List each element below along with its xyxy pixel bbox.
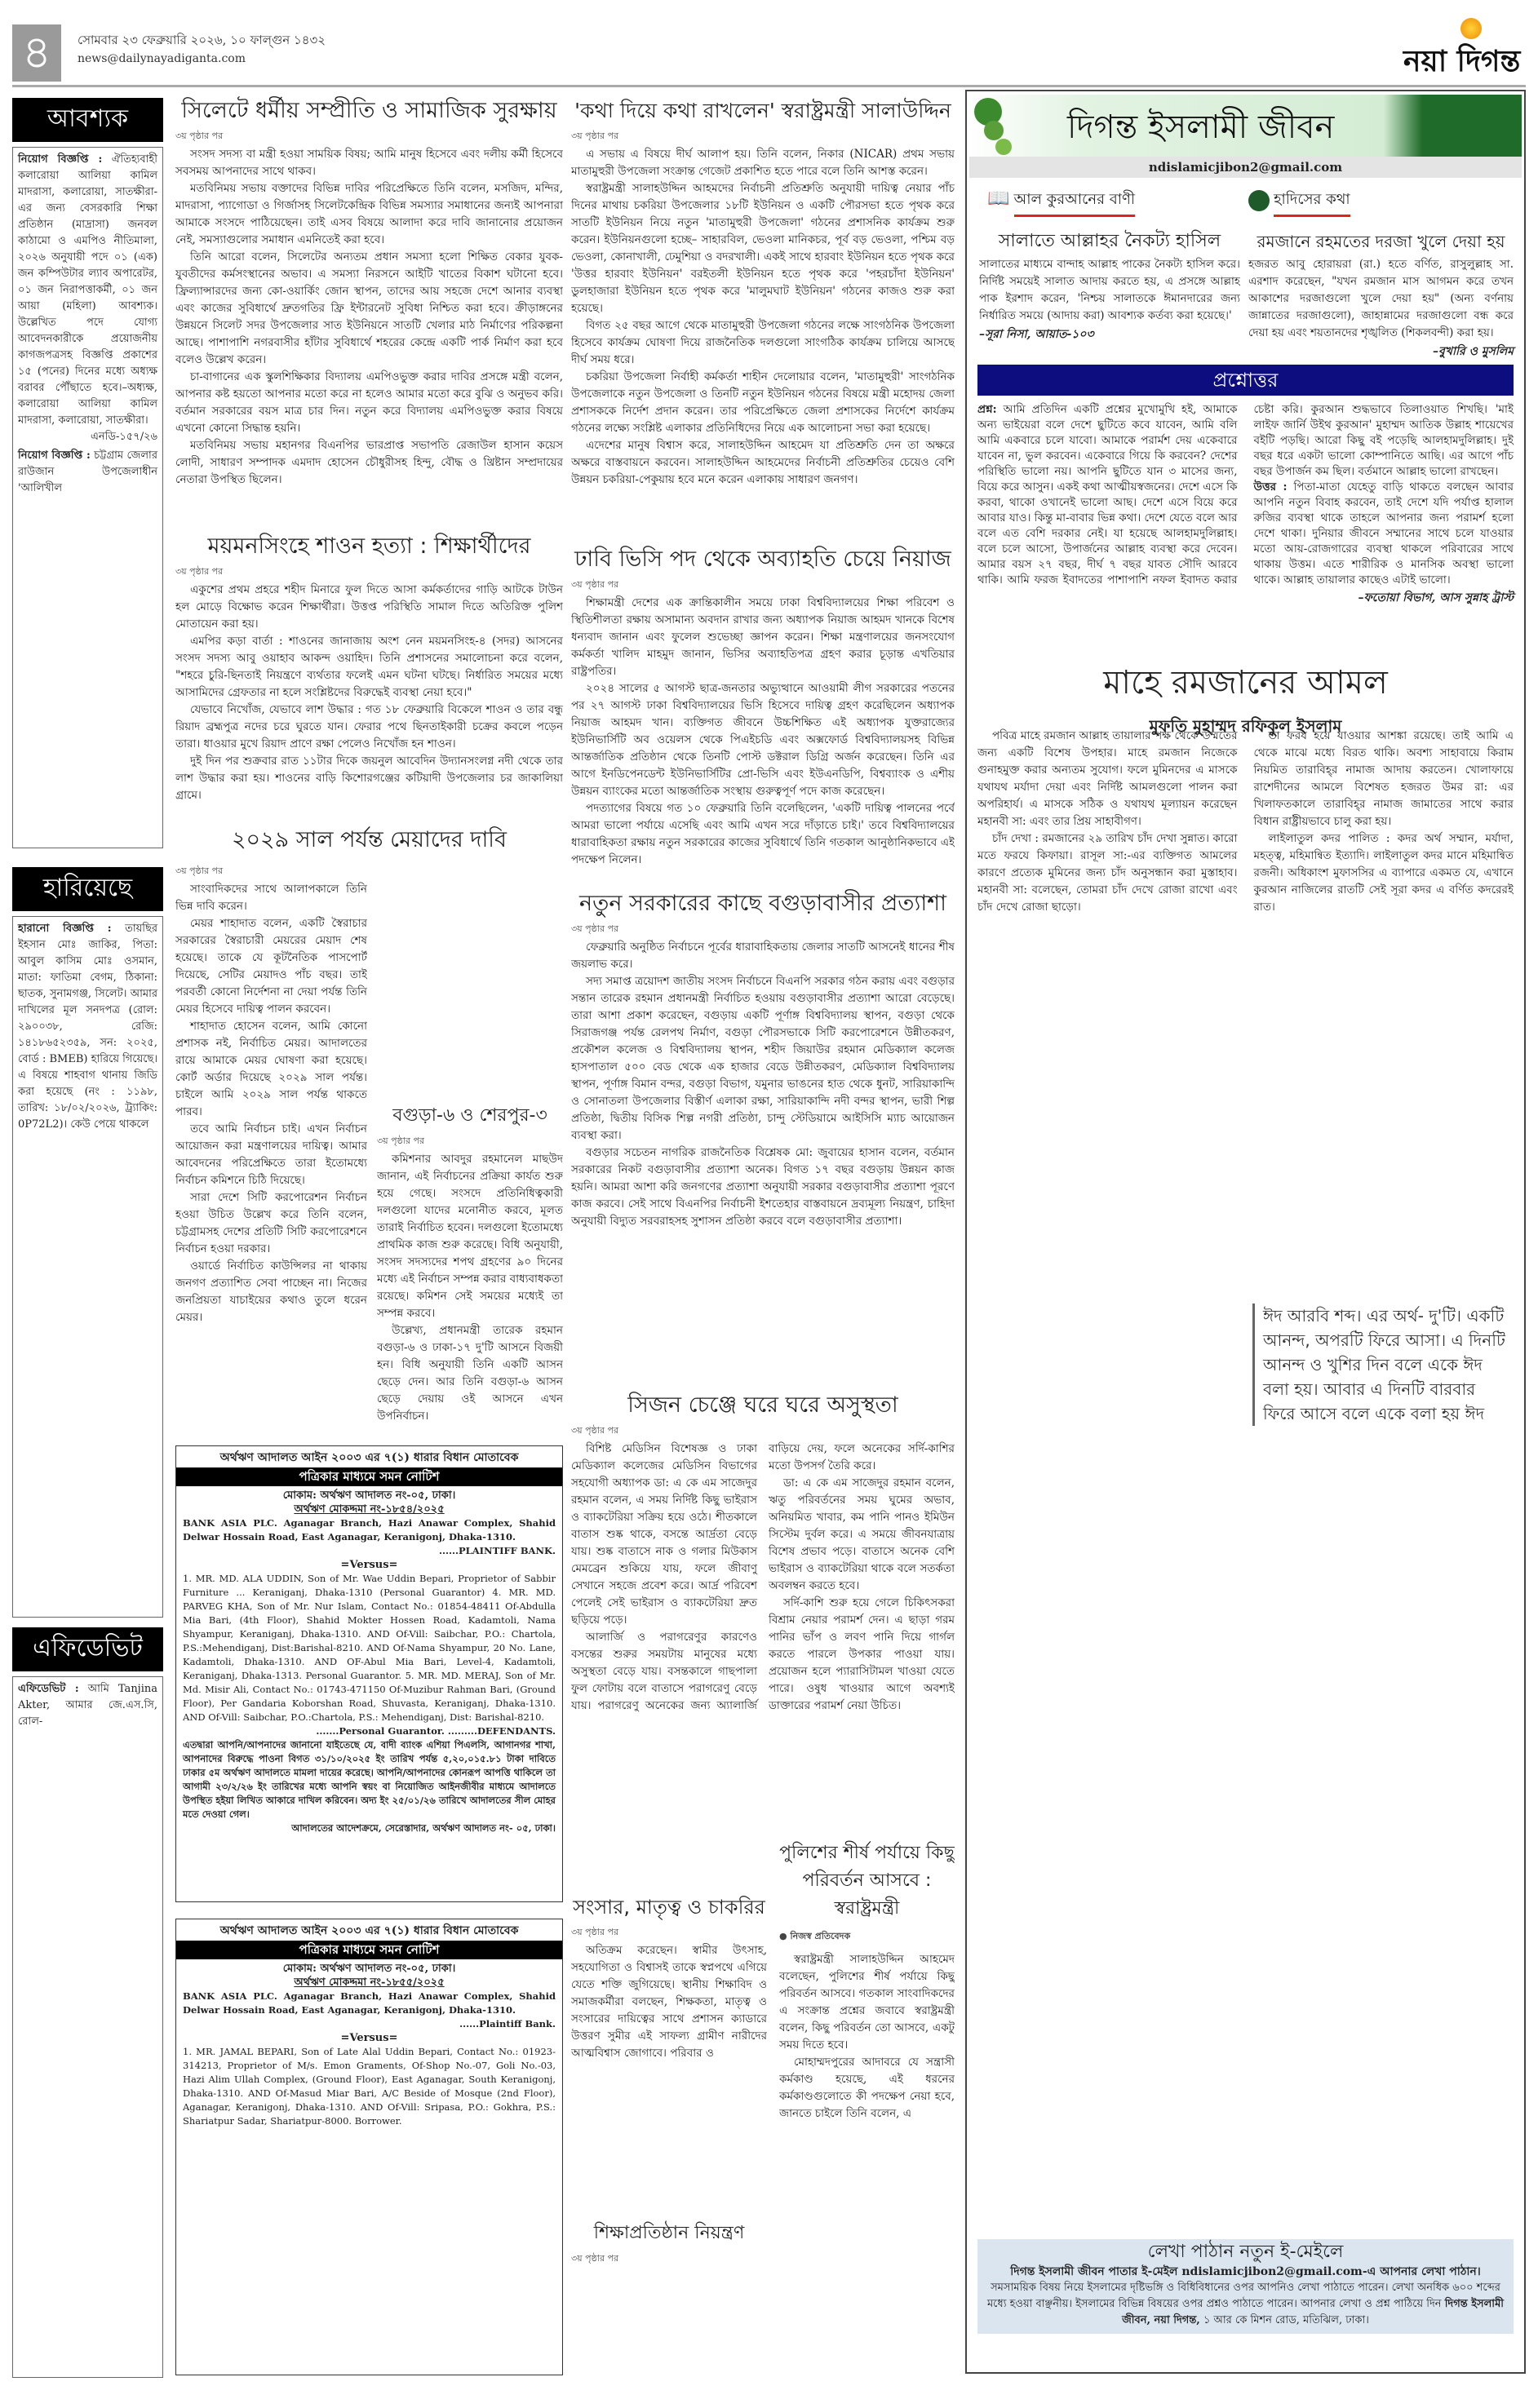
mosque-crescent-icon: [1248, 190, 1270, 211]
paragraph: এ সভায় এ বিষয়ে দীর্ঘ আলাপ হয়। তিনি বলেন, নিকার (NICAR) প্রথম সভায় মাতামুহুরী উপজেলা সংক্রান্ত গেজেট প্রকাশিত হতে পারে বলে তিনি আশস্ত করেন।: [571, 148, 955, 178]
notice-court: মোকাম: অর্থঋণ আদালত নং-০৫, ঢাকা।: [282, 1490, 456, 1502]
article-dhaka-vc: [571, 545, 955, 888]
qa-body: [977, 402, 1514, 588]
notice-body: এতদ্বারা আপনি/আপনাদের জানানো যাইতেছে যে, বাদী ব্যাংক এশিয়া পিএলসি, আগানগর শাখা, আপনাদের বিরুদ্ধে পাওনা বিগত ৩১/১০/২০২৫ ইং তারিখ পর্যন্ত ৫,২০,০১৫.৮১ টাকা দাবিতে ঢাকার ৫ম অর্থঋণ আদালতে মামলা দায়ের করেছে। আপনি/আপনাদের কোনরূপ আপত্তি থাকিলে তা আগামী ২৩/২/২৬ ইং তারিখের মধ্যে আপনি স্বয়ং বা নিয়োজিত আইনজীবীর মাধ্যমে আদালতে উপস্থিত হইয়া লিখিত আকারে দাখিল করিবেন। অদ্য ইং ২৫/০১/২৬ তারিখে আদালতের সীল মোহর মতে দেওয়া গেল।: [183, 1739, 556, 1820]
article-term-2029: [175, 826, 563, 855]
notice-plaintiff-tag: ......Plaintiff Bank.: [459, 2018, 556, 2030]
paragraph: সাংবাদিকদের সাথে আলাপকালে তিনি ভিন্ন দাবি করেন।: [175, 883, 367, 913]
classified-label: হারানো বিজ্ঞপ্তি :: [18, 923, 112, 935]
article-body: [175, 146, 563, 538]
paragraph: ওয়ার্ডে নির্বাচিত কাউন্সিলর না থাকায় জনগণ প্রত্যাশিত সেবা পাচ্ছেন না। নিজের জনপ্রিয়তা যাচাইয়ের কথাও তুলে ধরেন মেয়র।: [175, 1259, 367, 1324]
notice-plaintiff: BANK ASIA PLC. Aganagar Branch, Hazi Anawar Complex, Shahid Delwar Hossain Road, East Aganagar, Keranigonj, Dhaka-1310.: [183, 1517, 556, 1543]
classified-item: [18, 448, 157, 497]
continuation-note: ৩য় পৃষ্ঠার পর: [571, 2253, 619, 2264]
article-body: [571, 1441, 955, 1865]
paragraph: দুই দিন পর শুক্রবার রাত ১১টার দিকে জয়নুল আবেদিন উদ্যানসংলগ্ন নদী থেকে তার লাশ উদ্ধার করা হয়। শাওনের বাড়ি কিশোরগঞ্জের কটিয়াদী উপজেলার চর জাকালিয়া গ্রামে।: [175, 755, 563, 802]
newspaper-logo: নয়া দিগন্ত: [1403, 18, 1526, 75]
article-body: [571, 595, 955, 888]
qa-section: [977, 402, 1514, 606]
section-title: আল কুরআনের বাণী: [1014, 188, 1136, 217]
headline: বগুড়া-৬ ও শেরপুর-৩: [392, 1105, 547, 1126]
classified-item: [18, 1681, 157, 1730]
quran-text: সালাতের মাধ্যমে বান্দাহ আল্লাহ পাকের নৈকট্য হাসিল করে। নির্দিষ্ট সময়েই সালাত আদায় করতে হয়, এ প্রসঙ্গে আল্লাহ পাক ইরশাদ করেন, 'নিশ্চয় সালাতকে ঈমানদারের জন্য নির্ধারিত সময়ে (আদায় করা) আবশ্যক কর্তব্য করা হয়েছে।': [979, 258, 1240, 322]
headline: ময়মনসিংহে শাওন হত্যা : শিক্ষার্থীদের: [207, 533, 531, 559]
eid-pull-quote: ঈদ আরবি শব্দ। এর অর্থ- দু'টি। একটি আনন্দ, অপরটি ফিরে আসা। এ দিনটি আনন্দ ও খুশির দিন বলে একে ঈদ বলা হয়। আবার এ দিনটি বারবার ফিরে আসে বলে একে বলা হয় ঈদ: [1252, 1304, 1509, 1426]
continuation-note: ৩য় পৃষ্ঠার পর: [175, 865, 224, 876]
classified-item: [18, 921, 157, 1133]
notice-case-number: অর্থঋণ মোকদ্দমা নং-১৮৫৪/২০২৫: [294, 1503, 445, 1516]
notice-defendants: 1. MR. JAMAL BEPARI, Son of Late Alal Uddin Bepari, Contact No.: 01923-314213, Proprietor of M/s. Emon Graments, Of-Shop No.-07, Goli No.-03, Hazi Alim Ullah Complex, (Ground Floor), East Aganagar, South Keranigonj, Dhaka-1310. AND Of-Masud Miar Bari, A/C Beside of Mosque (2nd Floor), Aganagar, Keranigonj, Dhaka-1310. AND Of-Vill: Sripasa, P.O.: Gokhra, P.S.: Shariatpur Sadar, Shariatpur-8000. Borrower.: [183, 2046, 556, 2127]
headline: শিক্ষাপ্রতিষ্ঠান নিয়ন্ত্রণ: [593, 2223, 745, 2243]
paragraph: মতবিনিময় সভায় মহানগর বিএনপির ভারপ্রাপ্ত সভাপতি রেজাউল হাসান কয়েস লোদী, সাধারণ সম্পাদক এমদাদ হোসেন চৌধুরীসহ হিন্দু, বৌদ্ধ ও খ্রিষ্টান সম্প্রদায়ের নেতারা উপস্থিত ছিলেন।: [175, 439, 563, 486]
classified-label: নিয়োগ বিজ্ঞপ্তি :: [18, 449, 91, 462]
paragraph: পদত্যাগের বিষয়ে গত ১০ ফেব্রুয়ারি তিনি বলেছিলেন, 'একটি দায়িত্ব পালনের পর্বে আমরা ভালো পর্যায়ে এসেছি এবং আমি এখন সরে দাঁড়াতে চাই।' তবে বিশ্ববিদ্যালয়ের ধারাবাহিকতা রক্ষায় নতুন সরকারের কাজের সুবিধার্থে তিনি গতকাল আনুষ্ঠানিকভাবে এই পদক্ষেপ নিলেন।: [571, 802, 955, 866]
paragraph: তা ফরয হয়ে যাওয়ার আশঙ্কা রয়েছে। তাই আমি এ থেকে মাঝে মধ্যে বিরত থাকি। অবশ্য সাহাবায়ে কিরাম নিয়মিত তারাবিহ্‌র নামাজ আদায় করতেন। খোলাফায়ে রাশেদীনের আমলে বিশেষত হজরত উমর রা: এর খিলাফতকালে তারাবিহ্‌র নামাজ জামাতের সাথে করার বিধান রাষ্ট্রীয়ভাবে চালু করা হয়।: [1253, 729, 1514, 828]
article-family-career: [571, 1892, 767, 2220]
classified-label: এফিডেভিট :: [18, 1683, 79, 1695]
paragraph: সংসদ সদস্য বা মন্ত্রী হওয়া সাময়িক বিষয়; আমি মানুষ হিসেবে এবং দলীয় কর্মী হিসেবে সবসময় আপনাদের সাথে থাকব।: [175, 148, 563, 178]
author: মুফতি মুহাম্মদ রফিকুল ইসলাম: [1149, 716, 1342, 736]
paragraph: এমপির কড়া বার্তা : শাওনের জানাজায় অংশ নেন ময়মনসিংহ-৪ (সদর) আসনের সংসদ সদস্য আবু ওয়াহাব আকন্দ ওয়াহিদ। তিনি প্রশাসনের সমালোচনা করে বলেন, "শহরে চুরি-ছিনতাই নিয়ন্ত্রণে ব্যর্থতার ফলেই এমন ঘটনা ঘটছে। নির্ধারিত সময়ের মধ্যে আসামিদের গ্রেফতার না হলে সংশ্লিষ্টদের বিরুদ্ধেই ব্যবস্থা নেয়া হবে।": [175, 635, 563, 699]
submit-title: লেখা পাঠান নতুন ই-মেইলে: [1147, 2242, 1344, 2262]
paragraph: তিনি আরো বলেন, সিলেটের অন্যতম প্রধান সমস্যা হলো শিক্ষিত বেকার যুবক-যুবতীদের কর্মসংস্থানের অভাব। এ সমস্যা নিরসনে আইটি খাতের বিকাশ ঘটানো হবে। ফ্রিল্যান্সারদের জন্য কো-ওয়ার্কিং জোন স্থাপন, তাদের আয় সহজে দেশে আনার ব্যবস্থা এবং কাজের সুবিধার্থে দ্রুতগতির ফ্রি ইন্টারনেট সুবিধা নিশ্চিত করা হবে। ক্রীড়াঙ্গনের উন্নয়নে সিলেট সদর উপজেলার সাত ইউনিয়নে সাতটি খেলার মাঠ নির্মাণের পরিকল্পনা আছে। পাশাপাশি নগরবাসীর হাঁটার সুবিধার্থে শহরের কেন্দ্রে একটি পার্ক নির্মাণ করা হবে বলেও উল্লেখ করেন।: [175, 250, 563, 366]
notice-act: অর্থঋণ আদালত আইন ২০০৩ এর ৭(১) ধারার বিধান মোতাবেক: [219, 1451, 519, 1464]
article-body: [779, 1951, 955, 2408]
paragraph: তবে আমি নির্বাচন চাই। এখন নির্বাচন আয়োজন করা মন্ত্রণালয়ের দায়িত্ব। আমার আবেদনের পরিপ্রেক্ষিতে তারা ইতোমধ্যে নির্বাচন কমিশনে চিঠি দিয়েছে।: [175, 1122, 367, 1187]
article-salauddin: [571, 96, 955, 554]
paragraph: কমিশনার আবদুর রহমানেল মাছউদ জানান, এই নির্বাচনের প্রক্রিয়া কার্যত শুরু হয়ে গেছে। সংসদে প্রতিনিধিত্বকারী দলগুলো যাদের মনোনীত করবে, মূলত তারাই নির্বাচিত হবেন। দলগুলো ইতোমধ্যে প্রাথমিক কাজ শুরু করেছে। বিধি অনুযায়ী, সংসদ সদস্যদের শপথ গ্রহণের ৯০ দিনের মধ্যে এই নির্বাচন সম্পন্ন করার বাধ্যবাধকতা রয়েছে। কমিশন সেই সময়ের মধ্যেই তা সম্পন্ন করবে।: [377, 1153, 563, 1320]
notice-plaintiff: BANK ASIA PLC. Aganagar Branch, Hazi Anawar Complex, Shahid Delwar Hossain Road, East Aganagar, Keranigonj, Dhaka-1310.: [183, 1990, 556, 2016]
paragraph: শাহাদাত হোসেন বলেন, আমি কোনো প্রশাসক নই, নির্বাচিত মেয়র। আদালতের রায়ে আমাকে মেয়র ঘোষণা করা হয়েছে। কোর্ট অর্ডার দিয়েছে ২০২৯ সাল পর্যন্ত। চাইলে আমি ২০২৯ সাল পর্যন্ত থাকতে পারব।: [175, 1020, 367, 1118]
classified-ref: এনডি-১৫৭/২৬: [91, 431, 157, 443]
paragraph: অতিক্রম করেছেন। স্বামীর উৎসাহ, সহযোগিতা ও বিশ্বাসই তাকে স্বপ্নপথে এগিয়ে যেতে শক্তি জুগিয়েছে। স্থানীয় শিক্ষাবিদ ও সমাজকর্মীরা বলছেন, শিক্ষকতা, মাতৃত্ব ও সংসারের দায়িত্বের সাথে প্রশাসন ক্যাডারে উত্তরণ সুমীর এই সাফল্য গ্রামীণ নারীদের আত্মবিশ্বাস জোগাবে। পরিবার ও: [571, 1944, 767, 2060]
headline: ২০২৯ সাল পর্যন্ত মেয়াদের দাবি: [231, 827, 507, 852]
classified-text: চট্টগ্রাম জেলার রাউজান উপজেলাধীন 'আলিখীল: [18, 449, 157, 494]
headline: সিলেটে ধর্মীয় সম্প্রীতি ও সামাজিক সুরক্ষায়: [181, 98, 557, 123]
classified-affidavit: [12, 1627, 163, 2378]
quran-section: [979, 188, 1240, 344]
notice-versus: =Versus=: [340, 1559, 398, 1571]
question-text: আমি প্রতিদিন একটি প্রশ্নের মুখোমুখি হই, আমাকে অন্য ভাইয়েরা বলে দেশে ছুটিতে কবে যাবেন, আমি বলি আমি একবারে চলে যাবো। আমাকে পরার্মশ দেয় একেবারে যাবেন না, ভুল করবেন। একেবারে গিয়ে কি করবেন? দেশের পরিস্থিতি ভালো নয়। আপনি ছুটিতে যান ৩ মাসের জন্য, বিয়ে করে আসুন। একই কথা আত্মীয়স্বজনের। দেশে এসে কি করবা, থাকো ওখানেই ভালো আছ। দেশে এসে বিয়ে করে আবার যাও। কিন্তু মা-বাবার ভিন্ন কথা। দেশে যেতে বলে আর বলে এত বেশি দরকার নেই। যা হয়েছে আলহামদুলিল্লাহ। বলে চলে আসো, উপার্জনের আল্লাহ ব্যবস্থা করে দেবেন। আমার বয়স ২৭ বছর, দীর্ঘ ৭ বছর যাবত সৌদি আরবে থাকি। আমি ফরজ ইবাদতের পাশাপাশি নফল ইবাদত করার চেষ্টা করি। কুরআন শুদ্ধভাবে তিলাওয়াত শিখছি। 'মাই লাইফ জার্নি উইথ কুরআন' মুহাম্মদ আতিক উল্লাহ শায়েখের বইটি পড়ছি। আরো কিছু বই পড়েছি আলহামদুলিল্লাহ। দুই বছর ধরে একটা ভালো কোম্পানিতে আছি। এর আগে পাঁচ বছর উপার্জন কম ছিল। বর্তমানে আল্লাহ ভালো রাখছেন।: [977, 403, 1514, 587]
continuation-note: ৩য় পৃষ্ঠার পর: [175, 566, 224, 577]
classified-text: তায়ছির ইহসান মোঃ জাকির, পিতা: আবুল কাসিম মোঃ ওসমান, মাতা: ফাতিমা বেগম, ঠিকানা: ছাতক, সুনামগঞ্জ, সিলেট। আমার দাখিলের মূল সনদপত্র (রোল: ২৯০০৩৮, রেজি: ১৪১৮৬৫২৩৫৯, সন: ২০২৫, বোর্ড : BMEB) হারিয়ে গিয়েছে। এ বিষয়ে শাহবাগ থানায় জিডি করা হয়েছে (নং : ১১৯৮, তারিখ: ১৮/০২/২০২৬, ট্র্যাকিং: 0P72L2)। কেউ পেয়ে থাকলে: [18, 923, 157, 1131]
headline: রমজানে রহমতের দরজা খুলে দেয়া হয়: [1257, 232, 1505, 251]
article-body: [175, 582, 563, 826]
continuation-note: ৩য় পৃষ্ঠার পর: [175, 131, 224, 141]
notice-court: মোকাম: অর্থঋণ আদালত নং-০৫, ঢাকা।: [282, 1963, 456, 1975]
submit-instructions: সমসাময়িক বিষয় নিয়ে ইসলামের দৃষ্টিভঙ্গি ও বিধিবিধানের ওপর আপনিও লেখা পাঠাতে পারেন। লেখা অনধিক ৬০০ শব্দের মধ্যে হওয়া বাঞ্ছনীয়। ইসলামের বিভিন্ন বিষয়ের ওপর প্রশ্নও পাঠাতে পারেন। আপনার লেখা ও প্রশ্ন পাঠিয়ে দিন: [986, 2282, 1500, 2310]
submit-address: ১ আর কে মিশন রোড, মতিঝিল, ঢাকা।: [1203, 2314, 1369, 2326]
paragraph: পবিত্র মাহে রমজান আল্লাহ তায়ালার পক্ষ থেকে উম্মতের জন্য একটি বিশেষ উপহার। মাহে রমজান নিজেকে গুনাহমুক্ত করার অন্যতম সুযোগ। ফলে মুমিনদের এ মাসকে যথাযথ মর্যাদা দেয়া এবং নির্দিষ্ট আমলগুলো পালন করা অপরিহার্য। এ মাসকে সঠিক ও যথাযথ মূল্যায়ন করেছেন মহানবী সা: এবং তার প্রিয় সাহাবীগণ।: [977, 729, 1238, 828]
submit-email[interactable]: ndislamicjibon2@gmail.com: [1181, 2265, 1363, 2278]
paragraph: মতবিনিময় সভায় বক্তাদের বিভিন্ন দাবির পরিপ্রেক্ষিতে তিনি বলেন, মসজিদ, মন্দির, মাদরাসা, প্যাগোডা ও গির্জাসহ সিলেটকেন্দ্রিক বিভিন্ন সমস্যার সমাধানের জন্যই আপনারা আমাকে সংসদে পাঠিয়েছেন। তাই এসব বিষয়ে আলাদা করে দাবি জানানোর প্রয়োজন নেই, সমস্যাগুলোর সমাধান এমনিতেই করা হবে।: [175, 182, 563, 246]
paragraph: ফেব্রুয়ারি অনুষ্ঠিত নির্বাচনে পূর্বের ধারাবাহিকতায় জেলার সাতটি আসনেই ধানের শীষ জয়লাভ করে।: [571, 941, 955, 971]
notice-act: অর্থঋণ আদালত আইন ২০০৩ এর ৭(১) ধারার বিধান মোতাবেক: [219, 1924, 519, 1937]
paragraph: আলার্জি ও পরাগরেণুর কারণেও বসন্তের শুরুর সময়টায় মানুষের মধ্যে অসুস্থতা বেড়ে যায়। বসন্তকালে গাছপালা ফুল ফোটায় বলে বাতাসে পরাগরেণু বেড়ে যায়। পরাগরেণু অনেকের জন্য অ্যালার্জি বাড়িয়ে দেয়, ফলে অনেকের সর্দি-কাশির মতো উপসর্গ তৈরি করে।: [571, 1442, 955, 1712]
notice-defendants: 1. MR. MD. ALA UDDIN, Son of Mr. Wae Uddin Bepari, Proprietor of Sabbir Furniture ... Keraniganj, Dhaka-1310 (Personal Guarantor) 4. MR. MD. PARVEG KHA, Son of Mr. Nur Islam, Contact No.: 01854-48411 Of-Abdulla Mia Bari, (4th Floor), Shahid Mokter Hossen Road, Kadamtoli, Nama Shyampur, Keraniganj, Dhaka-1310. AND Of-Vill: Saibchar, P.O.: Chartola, P.S.:Mehendiganj, Dist:Barishal-8210. AND Of-Nama Shyampur, 20 No. Lane, Kadamtoli, Dhaka-1310. AND OF-Abul Mia Bari, Level-4, Kadamtoli, Keraniganj, Dhaka-1313. Personal Guarantor. 5. MR. MD. MERAJ, Son of Mr. Md. Misir Ali, Contact No.: 01743-471150 Of-Muzibur Rahman Bari, (Ground Floor), Per Gandaria Koborshan Road, Shuvasta, Keraniganj, Dhaka-1310. AND Of-Vill: Saibchar, P.O.:Chartola, P.S.: Mehendiganj, Dist: Barishal-8210.: [183, 1573, 556, 1723]
article-season-change: [571, 1391, 955, 1865]
article-term-2029-body: [175, 861, 367, 1428]
paragraph: সারা দেশে সিটি করপোরেশন নির্বাচন হওয়া উচিত উল্লেখ করে তিনি বলেন, চট্টগ্রামসহ দেশের প্রতিটি সিটি করপোরেশনে নির্বাচন হওয়া দরকার।: [175, 1191, 367, 1255]
submit-address-bold: দিগন্ত ইসলামী জীবন, নয়া দিগন্ত,: [1122, 2298, 1505, 2326]
notice-plaintiff-tag: ......PLAINTIFF BANK.: [439, 1545, 556, 1556]
islamic-email[interactable]: ndislamicjibon2@gmail.com: [969, 157, 1522, 178]
article-body: [571, 939, 955, 1396]
byline: ● নিজস্ব প্রতিবেদক: [779, 1931, 851, 1941]
paragraph: বগুড়ার সচেতন নাগরিক রাজনৈতিক বিশ্লেষক মো: জুবায়ের হাসান বলেন, বর্তমান সরকারের নিকট বগুড়াবাসীর প্রত্যাশা অনেক। বিগত ১৭ বছর বগুড়ায় উন্নয়ন কাজ হয়নি। আমরা আশা করি জনগণের প্রত্যাশা অনুযায়ী সরকার বগুড়াবাসীর প্রত্যাশা পূরণে কাজ করবে। সেই সাথে বিএনপির নির্বাচনী ইশতেহার বাস্তবায়নে দ্রব্যমূল্য নিয়ন্ত্রণ, চাহিদা অনুযায়ী বিদ্যুত সরবরাহসহ সুশাসন প্রতিষ্ঠা করবে বলে বগুড়াবাসীর প্রত্যাশা।: [571, 1146, 955, 1228]
continuation-note: ৩য় পৃষ্ঠার পর: [571, 1927, 619, 1937]
article-bogura6: [377, 1101, 563, 1436]
classified-list: [12, 147, 163, 848]
article-body: [571, 1942, 767, 2220]
paragraph: মেয়র শাহাদাত বলেন, একটি স্বৈরাচার সরকারের স্বৈরাচারী মেয়রের মেয়াদ শেষ হয়েছে। তাকে যে কূটনৈতিক পাসপোর্ট দিয়েছে, সেটির মেয়াদও পাঁচ বছর। তাই পরবর্তী কোনো নির্দেশনা না দেয়া পর্যন্ত তিনি মেয়র হিসেবে দায়িত্ব পালন করবেন।: [175, 917, 367, 1016]
headline: সংসার, মাতৃত্ব ও চাকরির: [573, 1896, 765, 1919]
paragraph: সর্দি-কাশি শুরু হয়ে গেলে চিকিৎসকরা বিশ্রাম নেয়ার পরামর্শ দেন। এ ছাড়া গরম পানির ভাঁপ ও লবণ পানি দিয়ে গার্গল করতে পারলে উপকার পাওয়া যায়। প্রয়োজন হলে প্যারাসিটামল খাওয়া যেতে পারে। ওষুধ খাওয়ার আগে অবশ্যই ডাক্তারের পরামর্শ নেয়া উচিত।: [769, 1596, 955, 1712]
islamic-banner: [969, 95, 1522, 157]
article-mymensingh: [175, 532, 563, 826]
paragraph: বিগত ২৫ বছর আগে থেকে মাতামুহুরী উপজেলা গঠনের লক্ষে সাংগঠনিক উপজেলা হিসেবে কার্যক্রম ঘোষণা দিয়ে রাজনৈতিক দলগুলো সাংগঠিক কার্যক্রম চালিয়ে আসছে দীর্ঘ সময় ধরে।: [571, 319, 955, 366]
paragraph: চা-বাগানের এক স্কুলশিক্ষিকার বিদ্যালয় এমপিওভুক্ত করার দাবির প্রসঙ্গে মন্ত্রী বলেন, আপনার কষ্ট হয়তো আপনার মতো করে না হলেও আমার মতো করে বুঝি ও অনুভব করি। বর্তমান সরকারের বয়স মাত্র চার দিন। নতুন করে বিদ্যালয় এমপিওভুক্ত করার বিষয়ে এখনো কোনো সিদ্ধান্ত হয়নি।: [175, 370, 563, 435]
article-body: [571, 146, 955, 554]
classified-list: [12, 1676, 163, 2378]
submit-line-prefix: দিগন্ত ইসলামী জীবন পাতার ই-মেইল: [1010, 2265, 1178, 2278]
classified-list: [12, 916, 163, 1618]
paragraph: চকরিয়া উপজেলা নির্বাহী কর্মকর্তা শাহীন দেলোয়ার বলেন, 'মাতামুহুরী' সাংগঠনিক উপজেলাকে নতুন উপজেলা ও তিনটি নতুন ইউনিয়ন গঠনের বিষয়ে মন্ত্রী মহোদয় জেলা প্রশাসককে নির্দেশ প্রদান করেন। তার পরিপ্রেক্ষিতে জেলা প্রশাসকের নির্দেশে কার্যক্রম গঠনের লক্ষ্যে সংশ্লিষ্ট এলাকার প্রতিনিধিদের নিয়ে এক আলোচনা সভা করা হয়েছে।: [571, 370, 955, 435]
submit-line-suffix: -এ আপনার লেখা পাঠান।: [1362, 2265, 1481, 2278]
article-body: [377, 1151, 563, 1436]
court-summons-notice-1: [175, 1445, 563, 1902]
notice-signature: আদালতের আদেশক্রমে, সেরেস্তাদার, অর্থঋণ আদালত নং- ০৫, ঢাকা।: [291, 1822, 556, 1834]
headline: সিজন চেঞ্জে ঘরে ঘরে অসুস্থতা: [627, 1392, 898, 1418]
hadith-section: [1248, 188, 1514, 361]
quran-source: –সূরা নিসা, আয়াত-১০৩: [979, 328, 1094, 341]
submit-writing-box: [977, 2239, 1514, 2334]
continuation-note: ৩য় পৃষ্ঠার পর: [571, 923, 619, 934]
byline-text: নিজস্ব প্রতিবেদক: [790, 1931, 851, 1941]
article-sylhet: [175, 96, 563, 538]
newsroom-email[interactable]: news@dailynayadiganta.com: [78, 52, 246, 65]
classified-lost: [12, 867, 163, 1618]
paragraph: যেভাবে নিখোঁজ, যেভাবে লাশ উদ্ধার : গত ১৮ ফেব্রুয়ারি বিকেলে শাওন ও তার বন্ধু রিয়াদ ব্রহ্মপুত্র নদের চরে ঘুরতে যান। ফেরার পথে ছিনতাইকারী চক্রের কবলে পড়েন তারা। ধাওয়ার মুখে রিয়াদ প্রাণে রক্ষা পেলেও নিখোঁজ হন শাওন।: [175, 703, 563, 750]
paragraph: একুশের প্রথম প্রহরে শহীদ মিনারে ফুল দিতে আসা কর্মকর্তাদের গাড়ি আটকে টাউন হল মোড়ে বিক্ষোভ করেন শিক্ষার্থীরা। উত্তপ্ত পরিস্থিতি সামাল দিতে অতিরিক্ত পুলিশ মোতায়েন করা হয়।: [175, 583, 563, 631]
quran-book-icon: 📖: [987, 188, 1010, 209]
article-bogura-expectation: [571, 889, 955, 1396]
article-body: [175, 881, 367, 1428]
classified-text: ঐতিহ্যবাহী কলারোয়া আলিয়া কামিল মাদরাসা, কলারোয়া, সাতক্ষীরা-এর জন্য বেসরকারি শিক্ষা প্রতিষ্ঠান (মাদ্রাসা) জনবল কাঠামো ও এমপিও নীতিমালা, ২০২৬ অনুযায়ী পদে ০১ (এক) জন কম্পিউটার ল্যাব অপারেটর, ০১ জন নিরাপত্তাকর্মী, ০১ জন আয়া (মহিলা) আবশ্যক। উল্লেখিত পদে যোগ্য আবেদনকারীকে প্রয়োজনীয় কাগজপত্রসহ বিজ্ঞপ্তি প্রকাশের ১৫ (পনের) দিনের মধ্যে অধ্যক্ষ বরাবর পৌঁছাতে হবে।–অধ্যক্ষ, কলারোয়া আলিয়া কামিল মাদরাসা, কলারোয়া, সাতক্ষীরা।: [18, 153, 157, 427]
continuation-note: ৩য় পৃষ্ঠার পর: [571, 1425, 619, 1436]
section-title: হারিয়েছে: [12, 867, 163, 911]
continuation-note: ৩য় পৃষ্ঠার পর: [571, 579, 619, 590]
classified-label: নিয়োগ বিজ্ঞপ্তি :: [18, 153, 103, 166]
headline: মাহে রমজানের আমল: [1103, 664, 1388, 702]
qa-title: প্রশ্নোত্তর: [977, 365, 1514, 396]
article-education-control: [571, 2219, 767, 2269]
classified-item: [18, 152, 157, 445]
paragraph: ডা: এ কে এম সাজেদুর রহমান বলেন, ঋতু পরিবর্তনের সময় ঘুমের অভাব, অনিয়মিত খাবার, কম পানি পানও ইমিউন সিস্টেম দুর্বল করে। এ সময়ে জীবনযাত্রায় বিশেষ প্রভাব পড়ে। বাতাসে অনেক বেশি ভাইরাস ও ব্যাকটেরিয়া থাকে বলে সতর্কতা অবলম্বন করতে হবে।: [769, 1476, 955, 1592]
classified-text: আমি Tanjina Akter, আমার জে.এস.সি, রোল-: [18, 1683, 157, 1728]
paragraph: মোহাম্মদপুরের আদাবরে যে সন্ত্রাসী কর্মকাণ্ড হয়েছে, এই ধরনের কর্মকাণ্ডগুলোতে কী পদক্ষেপ নেয়া হবে, জানতে চাইলে তিনি বলেন, এ: [779, 2056, 955, 2120]
headline: পুলিশের শীর্ষ পর্যায়ে কিছু পরিবর্তন আসবে : স্বরাষ্ট্রমন্ত্রী: [779, 1843, 955, 1919]
continuation-note: ৩য় পৃষ্ঠার পর: [377, 1135, 425, 1146]
paragraph: শিক্ষামন্ত্রী দেশের এক ক্রান্তিকালীন সময়ে ঢাকা বিশ্ববিদ্যালয়ের শিক্ষা পরিবেশ ও স্থিতিশীলতা রক্ষায় অসামান্য অবদান রাখার জন্য অধ্যাপক নিয়াজ আহমদ খানকে বিশেষ ধন্যবাদ জানান এবং ফুলেল শুভেচ্ছা জ্ঞাপন করেন। শিক্ষা মন্ত্রণালয়ের জনসংযোগ কর্মকর্তা খালিদ মাহমুদ জানান, ভিসির অব্যাহতিপত্র গ্রহণ করার চূড়ান্ত এখতিয়ার রাষ্ট্রপতির।: [571, 596, 955, 678]
paragraph: স্বরাষ্ট্রমন্ত্রী সালাহউদ্দিন আহমেদ বলেছেন, পুলিশের শীর্ষ পর্যায়ে কিছু পরিবর্তন আসবে। গতকাল সাংবাদিকদের এ সংক্রান্ত প্রশ্নের জবাবে স্বরাষ্ট্রমন্ত্রী বলেন, কিছু পরিবর্তন তো আসবে, একটু সময় দিতে হবে।: [779, 1953, 955, 2052]
paragraph: চাঁদ দেখা : রমজানের ২৯ তারিখ চাঁদ দেখা সুন্নাত। কারো মতে ফরযে কিফায়া। রাসূল সা:-এর ব্যক্তিগত আমলের কারণে প্রত্যেক মুমিনের জন্য চাঁদ অনুসন্ধান করা মুস্তাহাব। মহানবী সা: বলেছেন, তোমরা চাঁদ দেখে রোজা রাখো এবং চাঁদ দেখে রোজা ছাড়ো।: [977, 832, 1238, 914]
issue-date: সোমবার ২৩ ফেব্রুয়ারি ২০২৬, ১০ ফাল্গুন ১৪৩২: [78, 33, 326, 47]
classified-wanted: [12, 98, 163, 848]
paragraph: স্বরাষ্ট্রমন্ত্রী সালাহউদ্দিন আহমদের নির্বাচনী প্রতিশ্রুতি অনুযায়ী দায়িত্ব নেয়ার পাঁচ দিনের মাথায় চকরিয়া উপজেলার ১৮টি ইউনিয়ন ও একটি পৌরসভা হতে পৃথক করে সাতটি ইউনিয়ন নিয়ে নতুন 'মাতামুহুরী উপজেলা' গঠনের প্রশাসনিক কার্যক্রম শুরু করেন। ইউনিয়নগুলো হচ্ছে– সাহারবিল, ভেওলা মানিকচর, পূর্ব বড় ভেওলা, পশ্চিম বড় ভেওলা, কোনাখালী, ঢেমুশিয়া ও বদরখালী। একই সাথে হারবাং ইউনিয়ন হতে পৃথক করে 'উত্তর হারবাং ইউনিয়ন' বরইতলী ইউনিয়ন হতে পৃথক করে 'পহরচাঁদা ইউনিয়ন' ডুলহাজারা ইউনিয়ন হতে পৃথক করে 'মালুমঘাট ইউনিয়ন' গঠনের কাজও শুরু করা হয়েছে।: [571, 182, 955, 315]
headline: ঢাবি ভিসি পদ থেকে অব্যাহতি চেয়ে নিয়াজ: [574, 547, 951, 572]
paragraph: উল্লেখ্য, প্রধানমন্ত্রী তারেক রহমান বগুড়া-৬ ও ঢাকা-১৭ দু'টি আসনে বিজয়ী হন। বিধি অনুযায়ী তিনি একটি আসন ছেড়ে দেন। আর তিনি বগুড়া-৬ আসন ছেড়ে দেয়ায় ওই আসনে এখন উপনির্বাচন।: [377, 1324, 563, 1423]
header-divider: [12, 85, 1526, 87]
paragraph: এদেশের মানুষ বিশ্বাস করে, সালাহউদ্দিন আহমেদ যা প্রতিশ্রুতি দেন তা অক্ষরে অক্ষরে বাস্তবায়নে করবেন। সালাহউদ্দিন আহমেদের নির্বাচনী প্রতিশ্রুতির চেয়েও বেশি উন্নয়ন চকরিয়া-পেকুয়ায় হবে মনে করেন এলাকায় সাধারণ জনগণ।: [571, 439, 955, 486]
article-police: [779, 1839, 955, 2408]
section-title: এফিডেভিট: [12, 1627, 163, 1671]
banner-title: দিগন্ত ইসলামী জীবন: [1067, 108, 1335, 146]
paragraph: ২০২৪ সালের ৫ আগস্ট ছাত্র-জনতার অভ্যুত্থানে আওয়ামী লীগ সরকারের পতনের পর ২৭ আগস্ট ঢাকা বিশ্ববিদ্যালয়ের ভিসি হিসেবে দায়িত্ব গ্রহণ করেছিলেন অধ্যাপক নিয়াজ আহমদ খান। ব্যক্তিগত জীবনে উচ্চশিক্ষিত এই অধ্যাপক যুক্তরাজ্যের ইউনিভার্সিটি অব ওয়েলস থেকে পিএইচডি এবং অক্সফোর্ড বিশ্ববিদ্যালয়সহ বিভিন্ন আন্তর্জাতিক প্রতিষ্ঠান থেকে তিনটি পোস্ট ডক্টরাল ডিগ্রি অর্জন করেছেন। তিনি এর আগে ইনডিপেনডেন্ট ইউনিভার্সিটির প্রো-ভিসি এবং ইউএনডিপি, বিশ্বব্যাংক ও এশীয় উন্নয়ন ব্যাংকের মতো আন্তর্জাতিক সংস্থায় গুরুত্বপূর্ণ পদে কাজ করেছেন।: [571, 682, 955, 798]
page-number: ৪: [12, 24, 61, 82]
headline: নতুন সরকারের কাছে বগুড়াবাসীর প্রত্যাশা: [579, 891, 946, 916]
continuation-note: ৩য় পৃষ্ঠার পর: [571, 131, 619, 141]
headline: 'কথা দিয়ে কথা রাখলেন' স্বরাষ্ট্রমন্ত্রী সালাউদ্দিন: [574, 99, 951, 122]
hadith-source: –বুখারি ও মুসলিম: [1432, 345, 1514, 358]
section-title: আবশ্যক: [12, 98, 163, 142]
paragraph: সদ্য সমাপ্ত ত্রয়োদশ জাতীয় সংসদ নির্বাচনে বিএনপি সরকার গঠন করায় এবং বগুড়ার সন্তান তারেক রহমান প্রধানমন্ত্রী নির্বাচিত হওয়ায় বগুড়াবাসীর প্রত্যাশা আরো বেড়েছে। তারা আশা প্রকাশ করেছেন, বগুড়ায় একটি পূর্ণাঙ্গ বিশ্ববিদ্যালয় স্থাপন, বগুড়া থেকে সিরাজগঞ্জ পর্যন্ত রেলপথ নির্মাণ, বগুড়া পৌরসভাকে সিটি করপোরেশনে উন্নীতকরণ, প্রকৌশল কলেজ ও বিশ্ববিদ্যালয় স্থাপন, শহীদ জিয়াউর রহমান মেডিক্যাল কলেজ হাসপাতাল ৫০০ বেড থেকে এক হাজার বেডে উন্নীতকরণ, মেডিক্যাল বিশ্ববিদ্যালয় স্থাপন, পূর্ণাঙ্গ বিমান বন্দর, বগুড়া বিভাগ, যমুনার ভাঙনের হাত থেকে ধুনট, সারিয়াকান্দি ও সোনাতলা উপজেলার বিস্তীর্ণ এলাকা রক্ষা, সারিয়াকান্দি নদী বন্দর স্থাপন, ভারী শিল্প প্রতিষ্ঠা, দ্বিতীয় বিসিক শিল্প নগরী প্রতিষ্ঠা, চান্দু স্টেডিয়ামে আইসিসি ম্যাচ আয়োজন ব্যবস্থা করা।: [571, 975, 955, 1142]
notice-defendants-tag: .......Personal Guarantor. .........DEFENDANTS.: [316, 1725, 556, 1737]
headline: সালাতে আল্লাহর নৈকট্য হাসিল: [998, 231, 1221, 251]
hadith-text: হজরত আবু হোরায়রা (রা.) হতে বর্ণিত, রাসুলুল্লাহ সা. এরশাদ করেছেন, "যখন রমজান মাস আগমন করে তখন আকাশের দরজাগুলো খুলে দেয়া হয়" (অন্য বর্ণনায় জান্নাতের দরজাগুলো), জাহান্নামের দরজাগুলো বন্ধ করে দেয়া হয় এবং শয়তানদের শৃঙ্খলিত (শিকলবন্দী) করা হয়।: [1248, 258, 1514, 339]
paragraph: বিশিষ্ট মেডিসিন বিশেষজ্ঞ ও ঢাকা মেডিক্যাল কলেজের মেডিসিন বিভাগের সহযোগী অধ্যাপক ডা: এ কে এম সাজেদুর রহমান বলেন, এ সময় নির্দিষ্ট কিছু ভাইরাস ও ব্যাকটেরিয়া সক্রিয় হয়ে ওঠে। শীতকালে বাতাস শুষ্ক থাকে, বসন্তে আর্দ্রতা বেড়ে যায়। শুষ্ক বাতাসে নাক ও গলার মিউকাস মেমব্রেন শুকিয়ে যায়, ফলে জীবাণু সেখানে সহজে প্রবেশ করে। আর্দ্র পরিবেশ পেলেই সেই ভাইরাস ও ব্যাকটেরিয়া দ্রুত ছড়িয়ে পড়ে।: [571, 1442, 757, 1627]
answer-text: পিতা-মাতা যেহেতু বাড়ি থাকতে বলছেন আবার আপনি নতুন বিবাহ করবেন, তাই দেশে যদি পর্যাপ্ত হালাল রুজির ব্যবস্থা থাকে তাহলে আপনার জন্য পরামর্শ হলো দেশে থাকা। দুনিয়ার জীবনে সম্মানের সাথে চলে যাওয়ার মতো আয়-রোজগারের ব্যবস্থা থাকলে পরিবারের সাথে থাকায় উত্তম। এতে শারীরিক ও মানসিক অবস্থা ভালো থাকে। আল্লাহ তায়ালার কাছেও এটাই ভালো।: [1253, 480, 1514, 587]
notice-versus: =Versus=: [340, 2032, 398, 2044]
answer-source: –ফতোয়া বিভাগ, আস সুন্নাহ ট্রাস্ট: [1358, 591, 1514, 604]
court-summons-notice-2: [175, 1919, 563, 2375]
answer-label: উত্তর :: [1253, 480, 1288, 494]
section-title: হাদিসের কথা: [1274, 188, 1350, 217]
question-label: প্রশ্ন:: [977, 403, 997, 416]
ramadan-article-body: [977, 728, 1514, 1305]
paragraph: লাইলাতুল কদর পালিত : কদর অর্থ সম্মান, মর্যাদা, মহত্ত্ব, মহিমান্বিত ইত্যাদি। লাইলাতুল কদর মানে মহিমান্বিত রজনী। অধিকাংশ মুফাসসির এ ব্যাপারে একমত যে, এখানে কুরআন নাজিলের রাতটি সেই সূরা কদর এ বর্ণিত কদরেরই রাত।: [1253, 832, 1514, 914]
notice-title: পত্রিকার মাধ্যমে সমন নোটিশ: [176, 1941, 562, 1959]
notice-title: পত্রিকার মাধ্যমে সমন নোটিশ: [176, 1467, 562, 1486]
notice-case-number: অর্থঋণ মোকদ্দমা নং-১৮৫৫/২০২৫: [294, 1976, 445, 1989]
sun-icon: [1460, 18, 1482, 39]
